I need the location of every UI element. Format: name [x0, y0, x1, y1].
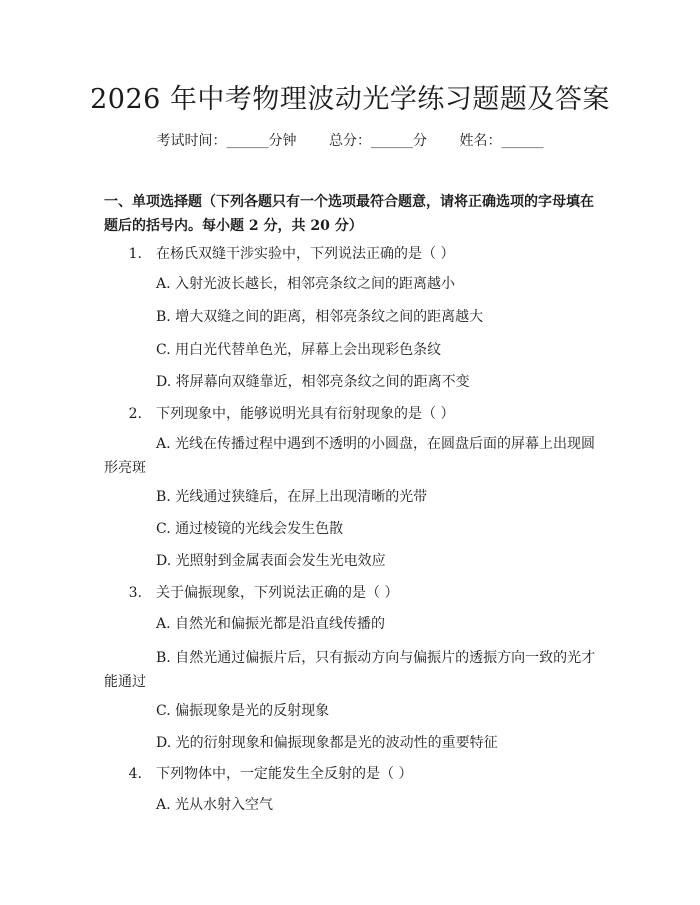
exam-time: 考试时间：______分钟: [156, 133, 297, 149]
option-2a: A. 光线在传播过程中遇到不透明的小圆盘，在圆盘后面的屏幕上出现圆形亮斑: [104, 436, 596, 476]
question-number: 4.: [128, 766, 142, 782]
question-stem: 下列物体中，一定能发生全反射的是（ ）: [156, 766, 413, 782]
question-stem: 下列现象中，能够说明光具有衍射现象的是（ ）: [156, 406, 455, 422]
option-2d: D. 光照射到金属表面会发生光电效应: [156, 553, 386, 569]
option-1b: B. 增大双缝之间的距离，相邻亮条纹之间的距离越大: [156, 309, 484, 325]
option-3b: B. 自然光通过偏振片后，只有振动方向与偏振片的透振方向一致的光才能通过: [104, 650, 596, 690]
exam-meta: [0, 130, 700, 152]
option-3a: A. 自然光和偏振光都是沿直线传播的: [156, 616, 386, 632]
question-1: [104, 242, 604, 266]
option-4a: A. 光从水射入空气: [156, 797, 274, 813]
option-2b: B. 光线通过狭缝后，在屏上出现清晰的光带: [156, 489, 428, 505]
option-1c: C. 用白光代替单色光，屏幕上会出现彩色条纹: [156, 342, 442, 358]
option-1d: D. 将屏幕向双缝靠近，相邻亮条纹之间的距离不变: [156, 374, 470, 390]
question-stem: 在杨氏双缝干涉实验中，下列说法正确的是（ ）: [156, 246, 455, 262]
document-title: 2026 年中考物理波动光学练习题题及答案: [90, 84, 610, 115]
question-stem: 关于偏振现象，下列说法正确的是（ ）: [156, 585, 399, 601]
option-2c: C. 通过棱镜的光线会发生色散: [156, 521, 344, 537]
option-3c: C. 偏振现象是光的反射现象: [156, 703, 330, 719]
question-2: [104, 402, 604, 426]
exam-score: 总分：______分: [329, 133, 427, 149]
question-number: 3.: [128, 585, 142, 601]
option-1a: A. 入射光波长越长，相邻亮条纹之间的距离越小: [156, 276, 456, 292]
student-name: 姓名：______: [459, 133, 544, 149]
option-3d: D. 光的衍射现象和偏振现象都是光的波动性的重要特征: [156, 735, 498, 751]
section-heading: 一、单项选择题（下列各题只有一个选项最符合题意，请将正确选项的字母填在题后的括号内。每小题 2 分，共 20 分）: [104, 194, 594, 234]
question-3: [104, 581, 604, 605]
question-number: 2.: [128, 406, 142, 422]
question-number: 1.: [128, 246, 142, 262]
question-4: [104, 762, 604, 786]
